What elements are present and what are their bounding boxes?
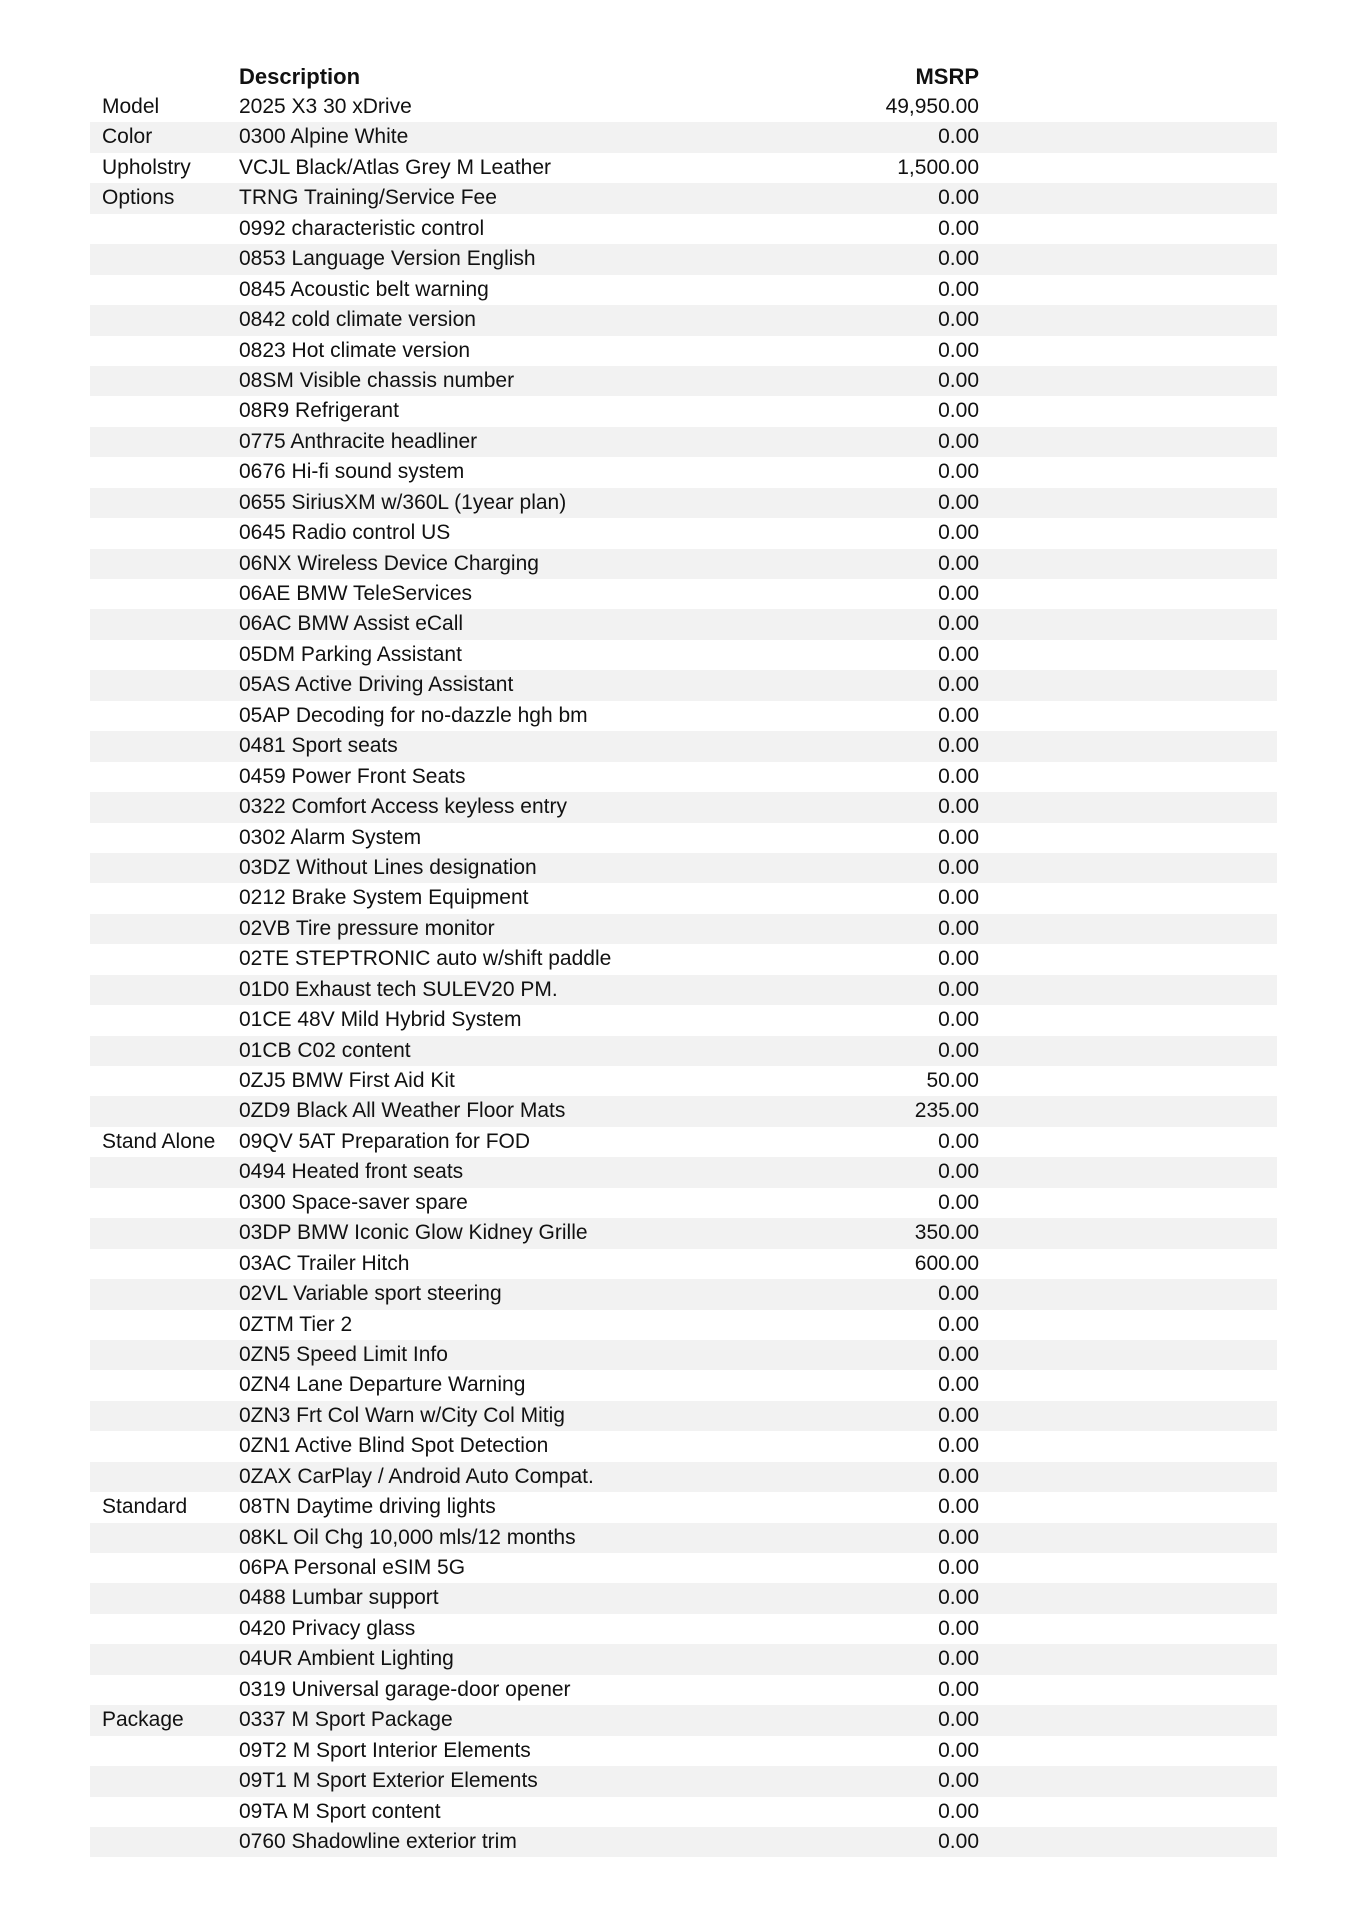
row-description: 0ZJ5 BMW First Aid Kit [239, 1069, 455, 1092]
row-msrp: 0.00 [938, 1282, 979, 1306]
row-msrp: 0.00 [938, 1464, 979, 1488]
row-description: 0853 Language Version English [239, 247, 536, 271]
row-description: 03DZ Without Lines designation [239, 855, 537, 879]
row-category: Upholstry [102, 155, 191, 179]
table-row [90, 427, 1277, 457]
table-header [90, 62, 1277, 92]
row-description: 0300 Space-saver spare [239, 1190, 468, 1214]
table-row [90, 1675, 1277, 1705]
table-row [90, 549, 1277, 579]
row-description: 0ZN1 Active Blind Spot Detection [239, 1434, 549, 1458]
table-row [90, 1005, 1277, 1035]
row-msrp: 0.00 [938, 947, 979, 971]
row-description: 08SM Visible chassis number [239, 368, 515, 392]
row-description: 0676 Hi-fi sound system [239, 460, 465, 484]
row-msrp: 0.00 [938, 1525, 979, 1549]
row-category: Stand Alone [102, 1129, 216, 1153]
row-description: 0337 M Sport Package [239, 1708, 453, 1732]
table-row [90, 1827, 1277, 1857]
row-msrp: 0.00 [938, 1312, 979, 1336]
table-row [90, 1583, 1277, 1613]
table-row [90, 640, 1277, 670]
options-sheet [90, 62, 1277, 1857]
row-description: 01D0 Exhaust tech SULEV20 PM. [239, 977, 558, 1001]
row-msrp: 0.00 [938, 886, 979, 910]
row-description: 09T1 M Sport Exterior Elements [239, 1769, 538, 1793]
row-description: 05AP Decoding for no-dazzle hgh bm [239, 703, 588, 727]
row-description: 0ZN3 Frt Col Warn w/City Col Mitig [239, 1403, 565, 1427]
table-row [90, 883, 1277, 913]
row-msrp: 0.00 [938, 338, 979, 362]
row-msrp: 0.00 [938, 186, 979, 210]
table-row [90, 1644, 1277, 1674]
table-row [90, 305, 1277, 335]
table-row [90, 853, 1277, 883]
row-msrp: 0.00 [938, 1190, 979, 1214]
row-category: Options [102, 186, 175, 210]
row-msrp: 0.00 [938, 1008, 979, 1032]
row-msrp: 0.00 [938, 1160, 979, 1184]
row-description: 0823 Hot climate version [239, 338, 471, 362]
row-description: 0845 Acoustic belt warning [239, 277, 489, 301]
row-msrp: 0.00 [938, 764, 979, 788]
row-description: 0494 Heated front seats [239, 1160, 464, 1184]
row-msrp: 0.00 [938, 1647, 979, 1671]
row-description: 0481 Sport seats [239, 734, 398, 758]
table-row [90, 1614, 1277, 1644]
row-msrp: 0.00 [938, 825, 979, 849]
row-msrp: 0.00 [938, 1769, 979, 1793]
row-msrp: 0.00 [938, 734, 979, 758]
table-row [90, 914, 1277, 944]
row-description: 0ZN5 Speed Limit Info [239, 1342, 448, 1366]
row-msrp: 0.00 [938, 795, 979, 819]
row-msrp: 0.00 [938, 1708, 979, 1732]
table-row [90, 609, 1277, 639]
table-row [90, 1705, 1277, 1735]
table-row [90, 153, 1277, 183]
row-description: 04UR Ambient Lighting [239, 1647, 454, 1671]
table-row [90, 366, 1277, 396]
row-msrp: 0.00 [938, 247, 979, 271]
row-description: VCJL Black/Atlas Grey M Leather [239, 155, 552, 179]
row-msrp: 0.00 [938, 399, 979, 423]
table-row [90, 1127, 1277, 1157]
row-description: 09TA M Sport content [239, 1799, 441, 1823]
table-row [90, 944, 1277, 974]
row-description: 08TN Daytime driving lights [239, 1495, 496, 1519]
table-row [90, 731, 1277, 761]
row-description: 02TE STEPTRONIC auto w/shift paddle [239, 947, 612, 971]
table-row [90, 518, 1277, 548]
row-description: 0992 characteristic control [239, 216, 485, 240]
msrp-column-header: MSRP [915, 64, 979, 89]
table-row [90, 336, 1277, 366]
row-description: 0420 Privacy glass [239, 1616, 416, 1640]
row-msrp: 350.00 [914, 1221, 979, 1245]
row-description: 02VL Variable sport steering [239, 1282, 502, 1306]
row-description: 01CE 48V Mild Hybrid System [239, 1008, 522, 1032]
row-msrp: 0.00 [938, 1495, 979, 1519]
row-description: 02VB Tire pressure monitor [239, 916, 495, 940]
table-row [90, 92, 1277, 122]
row-msrp: 0.00 [938, 703, 979, 727]
row-description: 0300 Alpine White [239, 125, 409, 149]
row-description: 03DP BMW Iconic Glow Kidney Grille [239, 1221, 588, 1245]
row-description: 0760 Shadowline exterior trim [239, 1829, 517, 1853]
row-description: 0645 Radio control US [239, 521, 451, 545]
row-description: 06AC BMW Assist eCall [239, 612, 464, 636]
row-category: Model [102, 95, 160, 118]
row-description: 08R9 Refrigerant [239, 399, 399, 423]
row-msrp: 0.00 [938, 460, 979, 484]
options-table-body [90, 92, 1277, 1857]
row-msrp: 0.00 [938, 1373, 979, 1397]
row-msrp: 0.00 [938, 582, 979, 605]
table-row [90, 1340, 1277, 1370]
table-row [90, 1523, 1277, 1553]
row-msrp: 600.00 [914, 1251, 979, 1275]
row-description: 08KL Oil Chg 10,000 mls/12 months [239, 1525, 576, 1549]
row-msrp: 0.00 [938, 125, 979, 149]
row-description: 0655 SiriusXM w/360L (1year plan) [239, 490, 567, 514]
row-category: Package [102, 1708, 184, 1732]
table-row [90, 275, 1277, 305]
table-row [90, 823, 1277, 853]
row-description: 0ZAX CarPlay / Android Auto Compat. [239, 1464, 594, 1488]
row-description: 05AS Active Driving Assistant [239, 673, 514, 697]
row-msrp: 0.00 [938, 1342, 979, 1366]
table-row [90, 1431, 1277, 1461]
row-msrp: 0.00 [938, 1738, 979, 1762]
table-row [90, 1157, 1277, 1187]
row-description: 0ZN4 Lane Departure Warning [239, 1373, 526, 1397]
row-description: 01CB C02 content [239, 1038, 411, 1062]
row-msrp: 0.00 [938, 1129, 979, 1153]
row-msrp: 0.00 [938, 1556, 979, 1579]
row-description: 0212 Brake System Equipment [239, 886, 529, 910]
table-row [90, 1249, 1277, 1279]
table-row [90, 792, 1277, 822]
table-row [90, 183, 1277, 213]
row-description: 05DM Parking Assistant [239, 642, 462, 666]
table-row [90, 975, 1277, 1005]
table-row [90, 122, 1277, 152]
row-description: TRNG Training/Service Fee [239, 186, 497, 210]
row-msrp: 0.00 [938, 521, 979, 545]
row-description: 0319 Universal garage-door opener [239, 1677, 571, 1701]
row-description: 06AE BMW TeleServices [239, 582, 473, 605]
table-row [90, 670, 1277, 700]
row-description: 06PA Personal eSIM 5G [239, 1556, 466, 1579]
row-msrp: 0.00 [938, 308, 979, 332]
row-category: Color [102, 125, 153, 149]
row-msrp: 0.00 [938, 916, 979, 940]
table-row [90, 457, 1277, 487]
row-description: 0488 Lumbar support [239, 1586, 439, 1610]
row-msrp: 0.00 [938, 368, 979, 392]
row-msrp: 235.00 [914, 1099, 979, 1123]
table-row [90, 244, 1277, 274]
row-msrp: 0.00 [938, 1403, 979, 1427]
row-msrp: 0.00 [938, 642, 979, 666]
table-row [90, 1462, 1277, 1492]
row-msrp: 0.00 [938, 855, 979, 879]
table-row [90, 214, 1277, 244]
table-row [90, 579, 1277, 609]
table-row [90, 1036, 1277, 1066]
row-msrp: 0.00 [938, 673, 979, 697]
row-description: 2025 X3 30 xDrive [239, 95, 412, 118]
row-category: Standard [102, 1495, 188, 1519]
table-row [90, 1066, 1277, 1096]
row-msrp: 0.00 [938, 612, 979, 636]
row-description: 0459 Power Front Seats [239, 764, 466, 788]
description-column-header: Description [239, 64, 361, 89]
row-msrp: 0.00 [938, 490, 979, 514]
row-msrp: 0.00 [938, 1434, 979, 1458]
table-row [90, 1218, 1277, 1248]
table-row [90, 762, 1277, 792]
row-description: 0ZTM Tier 2 [239, 1312, 353, 1336]
table-row [90, 1401, 1277, 1431]
row-msrp: 49,950.00 [885, 95, 979, 118]
row-msrp: 0.00 [938, 1586, 979, 1610]
row-msrp: 0.00 [938, 551, 979, 575]
table-row [90, 1310, 1277, 1340]
table-row [90, 1096, 1277, 1126]
row-msrp: 0.00 [938, 1799, 979, 1823]
row-description: 0ZD9 Black All Weather Floor Mats [239, 1099, 566, 1123]
table-row [90, 1188, 1277, 1218]
row-description: 09T2 M Sport Interior Elements [239, 1738, 531, 1762]
table-row [90, 1736, 1277, 1766]
row-msrp: 0.00 [938, 216, 979, 240]
row-description: 0302 Alarm System [239, 825, 422, 849]
row-msrp: 0.00 [938, 977, 979, 1001]
table-row [90, 488, 1277, 518]
row-description: 03AC Trailer Hitch [239, 1251, 410, 1275]
row-description: 0842 cold climate version [239, 308, 476, 332]
row-msrp: 0.00 [938, 277, 979, 301]
row-msrp: 0.00 [938, 1677, 979, 1701]
row-msrp: 0.00 [938, 1616, 979, 1640]
row-msrp: 50.00 [926, 1069, 979, 1092]
row-description: 0322 Comfort Access keyless entry [239, 795, 567, 819]
row-description: 09QV 5AT Preparation for FOD [239, 1129, 531, 1153]
table-row [90, 1370, 1277, 1400]
table-row [90, 396, 1277, 426]
row-msrp: 0.00 [938, 429, 979, 453]
table-row [90, 701, 1277, 731]
row-msrp: 0.00 [938, 1829, 979, 1853]
row-description: 0775 Anthracite headliner [239, 429, 478, 453]
table-row [90, 1553, 1277, 1583]
row-description: 06NX Wireless Device Charging [239, 551, 539, 575]
row-msrp: 1,500.00 [897, 155, 979, 179]
table-row [90, 1279, 1277, 1309]
table-row [90, 1492, 1277, 1522]
row-msrp: 0.00 [938, 1038, 979, 1062]
table-row [90, 1797, 1277, 1827]
table-row [90, 1766, 1277, 1796]
